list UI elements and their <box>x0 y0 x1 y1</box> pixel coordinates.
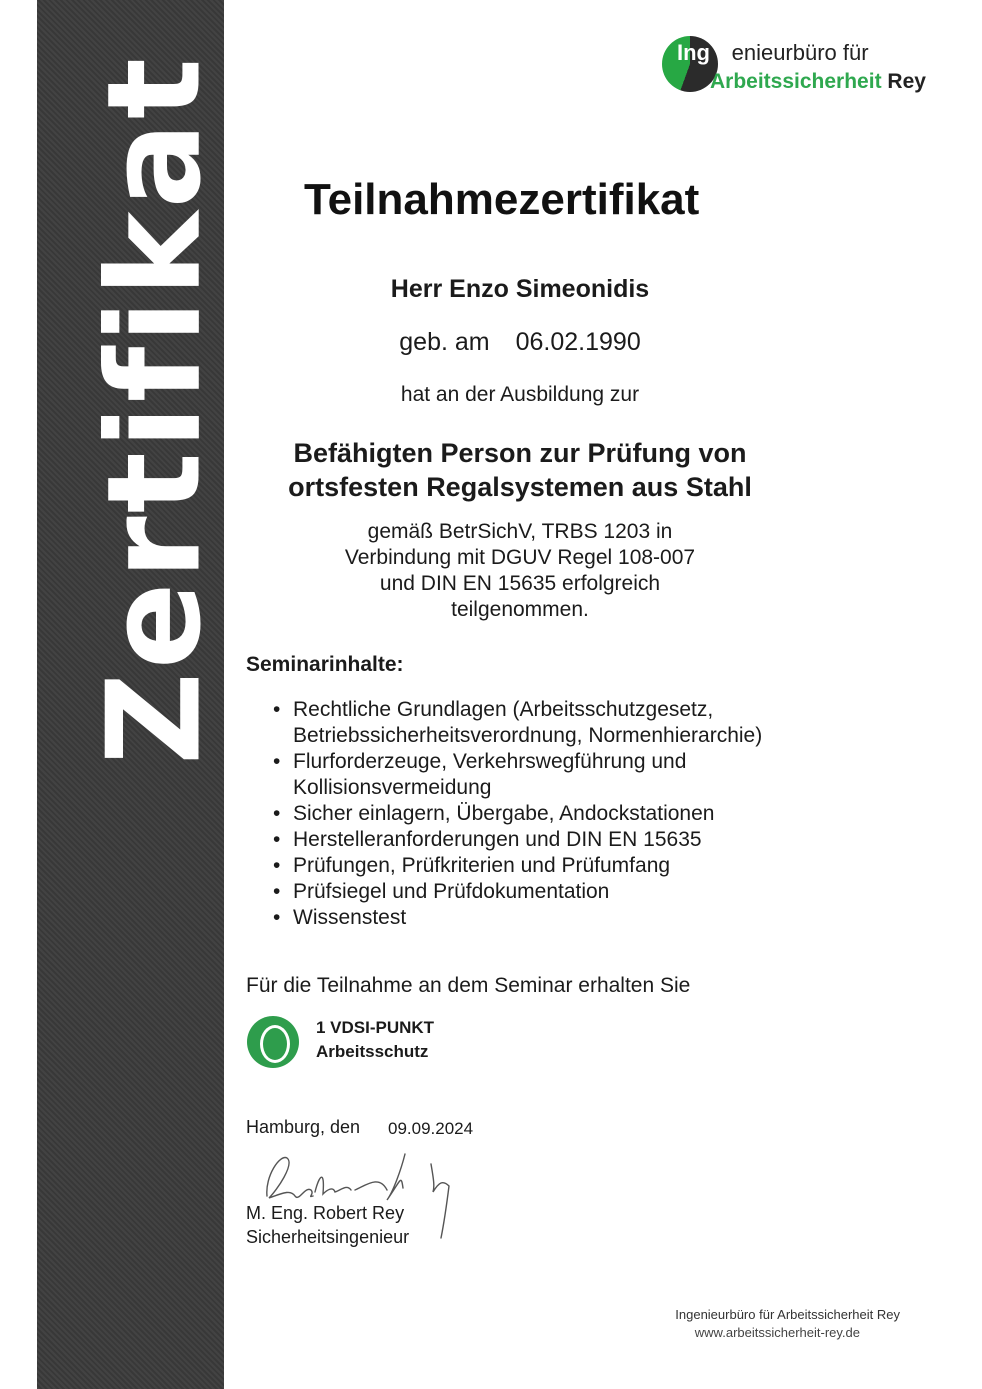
intro-text: hat an der Ausbildung zur <box>400 383 640 406</box>
vdsi-points: 1 VDSI-PUNKT <box>316 1018 435 1037</box>
seminar-list <box>273 697 803 931</box>
list-item: • Wissenstest <box>273 905 803 931</box>
signer-name: M. Eng. Robert Rey <box>246 1203 405 1223</box>
logo-line2 <box>710 70 926 94</box>
list-item: • Sicher einlagern, Übergabe, Andockstationen <box>273 801 803 827</box>
vdsi-logo-icon <box>247 1016 299 1068</box>
signature-date: 09.09.2024 <box>388 1119 474 1138</box>
side-band-text: Zertifikat <box>80 54 230 766</box>
basis-line3: und DIN EN 15635 erfolgreich <box>379 572 661 595</box>
certificate-title: Teilnahmezertifikat <box>304 175 700 224</box>
seminar-heading: Seminarinhalte: <box>246 653 404 676</box>
list-item: • Herstelleranforderungen und DIN EN 15635 <box>273 827 803 853</box>
participant-name: Herr Enzo Simeonidis <box>390 275 650 303</box>
participant-dob <box>250 328 790 357</box>
legal-basis <box>250 519 790 623</box>
signer-role: Sicherheitsingenieur <box>246 1227 410 1247</box>
list-item: • Rechtliche Grundlagen (Arbeitsschutzgesetz, Betriebssicherheitsverordnung, Normenhierarchie) <box>273 697 803 749</box>
dob-label: geb. am <box>399 328 490 356</box>
signature-place: Hamburg, den <box>246 1117 361 1137</box>
logo-prefix: Ing <box>677 40 710 65</box>
side-band <box>37 0 230 1389</box>
footer-website: www.arbeitssicherheit-rey.de <box>694 1325 860 1340</box>
logo-line1-rest: enieurbüro für <box>731 40 869 65</box>
list-item: • Prüfsiegel und Prüfdokumentation <box>273 879 803 905</box>
basis-line2: Verbindung mit DGUV Regel 108-007 <box>344 546 696 569</box>
company-logo <box>662 30 952 100</box>
dob-value: 06.02.1990 <box>515 328 641 356</box>
course-line1: Befähigten Person zur Prüfung von <box>293 438 747 468</box>
footer-company: Ingenieurbüro für Arbeitssicherheit Rey <box>675 1307 900 1322</box>
vdsi-category: Arbeitsschutz <box>316 1042 429 1061</box>
course-title <box>250 436 790 504</box>
list-item: • Flurforderzeuge, Verkehrswegführung und Kollisionsvermeidung <box>273 749 803 801</box>
logo-line1 <box>701 40 869 66</box>
basis-line1: gemäß BetrSichV, TRBS 1203 in <box>367 520 673 543</box>
logo-line2-dark: Rey <box>887 70 926 93</box>
course-line2: ortsfesten Regalsystemen aus Stahl <box>288 472 752 502</box>
list-item: • Prüfungen, Prüfkriterien und Prüfumfang <box>273 853 803 879</box>
reward-intro: Für die Teilnahme an dem Seminar erhalten Sie <box>246 974 691 997</box>
logo-line2-green: Arbeitssicherheit <box>710 70 882 93</box>
basis-line4: teilgenommen. <box>451 598 589 621</box>
